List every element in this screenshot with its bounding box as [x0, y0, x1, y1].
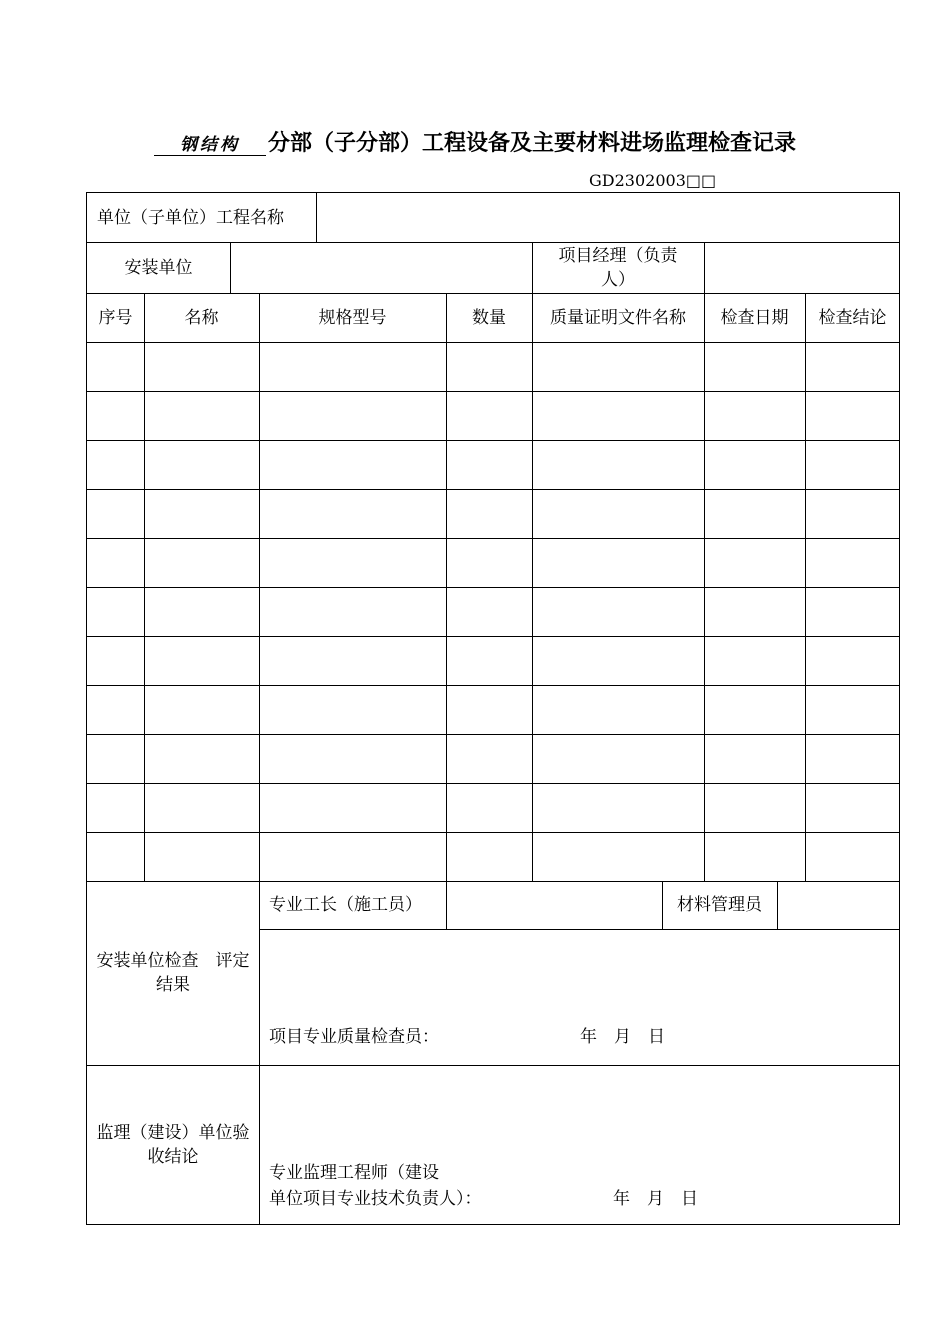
grid-line: [259, 881, 260, 1225]
grid-line: [532, 293, 533, 881]
material-manager-field[interactable]: [777, 881, 900, 929]
table-cell[interactable]: [805, 636, 900, 685]
table-cell[interactable]: [805, 489, 900, 538]
title-prefix[interactable]: 钢结构: [154, 130, 266, 156]
table-cell[interactable]: [532, 440, 704, 489]
table-cell[interactable]: [87, 783, 144, 832]
table-cell[interactable]: [259, 636, 446, 685]
table-cell[interactable]: [87, 636, 144, 685]
table-cell[interactable]: [144, 832, 259, 881]
install-unit-label: 安装单位: [124, 257, 193, 278]
table-cell[interactable]: [805, 391, 900, 440]
table-cell[interactable]: [144, 783, 259, 832]
grid-line: [805, 293, 806, 881]
table-cell[interactable]: [532, 832, 704, 881]
table-cell[interactable]: [805, 783, 900, 832]
form-code: GD2302003□□: [589, 171, 717, 190]
table-cell[interactable]: [704, 783, 805, 832]
table-cell[interactable]: [87, 440, 144, 489]
table-cell[interactable]: [446, 636, 532, 685]
table-cell[interactable]: [259, 685, 446, 734]
table-cell[interactable]: [704, 734, 805, 783]
table-cell[interactable]: [259, 734, 446, 783]
table-cell[interactable]: [805, 587, 900, 636]
grid-line: [144, 293, 145, 881]
table-cell[interactable]: [259, 489, 446, 538]
table-cell[interactable]: [144, 391, 259, 440]
table-cell[interactable]: [87, 587, 144, 636]
project-manager-field[interactable]: [704, 242, 900, 293]
grid-line: [87, 587, 900, 588]
install-check-date: 年 月 日: [580, 1027, 665, 1047]
table-cell[interactable]: [446, 342, 532, 391]
table-cell[interactable]: [87, 832, 144, 881]
table-cell[interactable]: [144, 538, 259, 587]
table-cell[interactable]: [87, 342, 144, 391]
col-header-conclusion: 检查结论: [818, 307, 887, 328]
table-cell[interactable]: [805, 832, 900, 881]
table-cell[interactable]: [259, 342, 446, 391]
grid-line: [87, 832, 900, 833]
table-cell[interactable]: [446, 587, 532, 636]
table-cell[interactable]: [259, 440, 446, 489]
table-cell[interactable]: [144, 636, 259, 685]
table-cell[interactable]: [87, 391, 144, 440]
grid-line: [87, 391, 900, 392]
grid-line: [87, 440, 900, 441]
grid-line: [259, 293, 260, 881]
table-cell[interactable]: [704, 832, 805, 881]
table-cell[interactable]: [87, 538, 144, 587]
table-cell[interactable]: [805, 734, 900, 783]
table-cell[interactable]: [704, 342, 805, 391]
table-cell[interactable]: [532, 783, 704, 832]
table-cell[interactable]: [704, 391, 805, 440]
supervision-date: 年 月 日: [613, 1189, 698, 1209]
grid-line: [777, 881, 778, 929]
table-cell[interactable]: [446, 489, 532, 538]
table-cell[interactable]: [532, 342, 704, 391]
table-cell[interactable]: [87, 489, 144, 538]
quality-inspector-label: 项目专业质量检查员：: [269, 1027, 439, 1047]
table-cell[interactable]: [532, 489, 704, 538]
grid-line: [87, 489, 900, 490]
table-cell[interactable]: [704, 440, 805, 489]
supervision-label: 监理（建设）单位验收结论: [96, 1123, 250, 1167]
col-header-name: 名称: [184, 307, 219, 328]
table-cell[interactable]: [446, 538, 532, 587]
table-cell[interactable]: [704, 636, 805, 685]
grid-line: [87, 636, 900, 637]
table-cell[interactable]: [144, 342, 259, 391]
table-cell[interactable]: [87, 734, 144, 783]
table-cell[interactable]: [805, 440, 900, 489]
grid-line: [87, 342, 900, 343]
grid-line: [662, 881, 663, 929]
col-header-spec: 规格型号: [318, 307, 387, 328]
grid-line: [259, 929, 900, 930]
install-check-label: 安装单位检查 评定结果: [96, 951, 250, 995]
grid-line: [704, 242, 705, 293]
table-cell[interactable]: [446, 391, 532, 440]
table-cell[interactable]: [144, 489, 259, 538]
grid-line: [446, 881, 447, 929]
table-cell[interactable]: [704, 587, 805, 636]
table-cell[interactable]: [446, 685, 532, 734]
grid-line: [316, 193, 317, 242]
grid-line: [87, 685, 900, 686]
col-header-quantity: 数量: [472, 307, 506, 328]
supervision-engineer-label-2: 单位项目专业技术负责人）：: [269, 1189, 482, 1209]
supervision-result-area[interactable]: [259, 1065, 900, 1155]
table-cell[interactable]: [704, 489, 805, 538]
install-check-result-area[interactable]: [259, 929, 900, 1027]
supervision-engineer-label-1: 专业监理工程师（建设: [269, 1163, 439, 1183]
grid-line: [704, 293, 705, 881]
grid-line: [87, 881, 900, 882]
table-cell[interactable]: [704, 538, 805, 587]
foreman-field[interactable]: [446, 881, 662, 929]
table-cell[interactable]: [446, 783, 532, 832]
table-cell[interactable]: [805, 342, 900, 391]
grid-line: [87, 1065, 900, 1066]
install-unit-field[interactable]: [230, 242, 532, 293]
col-header-check-date: 检查日期: [720, 307, 789, 328]
grid-line: [87, 734, 900, 735]
table-cell[interactable]: [87, 685, 144, 734]
col-header-index: 序号: [98, 307, 133, 328]
inspection-form-table: [86, 192, 900, 1225]
table-cell[interactable]: [446, 832, 532, 881]
table-cell[interactable]: [259, 783, 446, 832]
foreman-label: 专业工长（施工员）: [269, 895, 422, 915]
table-cell[interactable]: [805, 538, 900, 587]
table-cell[interactable]: [144, 734, 259, 783]
col-header-certificate: 质量证明文件名称: [550, 307, 686, 328]
table-cell[interactable]: [532, 685, 704, 734]
document-title: [0, 126, 950, 157]
table-cell[interactable]: [446, 440, 532, 489]
project-name-label: 单位（子单位）工程名称: [97, 207, 284, 228]
table-cell[interactable]: [144, 440, 259, 489]
table-cell[interactable]: [532, 734, 704, 783]
table-cell[interactable]: [446, 734, 532, 783]
title-main: 分部（子分部）工程设备及主要材料进场监理检查记录: [267, 130, 796, 156]
grid-line: [87, 293, 900, 294]
table-cell[interactable]: [805, 685, 900, 734]
table-cell[interactable]: [532, 636, 704, 685]
table-cell[interactable]: [532, 391, 704, 440]
table-cell[interactable]: [704, 685, 805, 734]
table-cell[interactable]: [259, 587, 446, 636]
project-name-field[interactable]: [316, 193, 900, 242]
table-cell[interactable]: [532, 587, 704, 636]
grid-line: [230, 242, 231, 293]
table-cell[interactable]: [144, 685, 259, 734]
table-cell[interactable]: [144, 587, 259, 636]
table-cell[interactable]: [532, 538, 704, 587]
table-cell[interactable]: [259, 391, 446, 440]
table-cell[interactable]: [259, 832, 446, 881]
project-manager-label: 项目经理（负责人）: [558, 245, 678, 290]
grid-line: [87, 242, 900, 243]
grid-line: [87, 538, 900, 539]
material-manager-label: 材料管理员: [677, 895, 762, 915]
grid-line: [446, 293, 447, 881]
grid-line: [87, 783, 900, 784]
table-cell[interactable]: [259, 538, 446, 587]
grid-line: [532, 242, 533, 293]
